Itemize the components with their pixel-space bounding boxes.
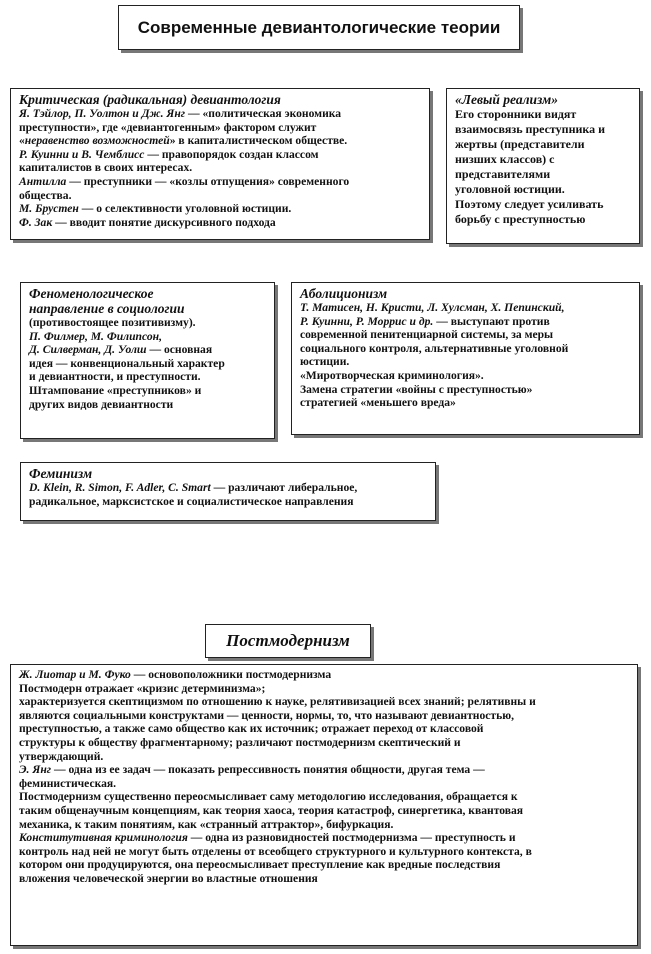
feminism-line-2: радикальное, марксистское и социалистическое направления — [29, 494, 354, 508]
feminism-heading: Феминизм — [29, 466, 93, 481]
feminism-box — [20, 462, 436, 521]
feminism-line-1: D. Klein, R. Simon, F. Adler, C. Smart — различают либеральное, — [29, 481, 358, 494]
postmodernism-line-13: Конститутивная криминология — одна из разновидностей постмодернизма — преступность и — [19, 831, 516, 845]
postmodernism-line-12: механика, к таким понятиям, как «странный аттрактор», бифуркация. — [19, 817, 394, 831]
critical-line-1: Я. Тэйлор, П. Уолтон и Дж. Янг — «политическая экономика — [19, 107, 342, 120]
left-realism-line: жертвы (представители — [455, 137, 585, 151]
phenomenology-heading-2: направление в социологии — [29, 301, 185, 316]
abolitionism-line-2: Р. Куинни, Р. Моррис и др. — выступают против — [300, 314, 550, 328]
critical-line-6: Антилла — преступники — «козлы отпущения» современного — [19, 174, 350, 188]
phenomenology-line-1: (противостоящее позитивизму). — [29, 316, 196, 329]
postmodernism-line-1: Ж. Лиотар и М. Фуко — основоположники постмодернизма — [19, 668, 332, 681]
left-realism-line: низших классов) с — [455, 152, 555, 166]
left-realism-line: взаимосвязь преступника и — [455, 122, 606, 136]
phenomenology-line-5: и девиантности, и преступности. — [29, 370, 201, 384]
postmodernism-line-8: Э. Янг — одна из ее задач — показать репрессивность понятия общности, другая тема — — [19, 763, 485, 777]
postmodernism-line-15: котором они продуцируются, она переосмысливает преступление как вредные последствия — [19, 858, 501, 872]
left-realism-line: Его сторонники видят — [455, 107, 577, 121]
postmodernism-line-11: таким общенаучным концепциям, как теория хаоса, теория катастроф, синергетика, квантовая — [19, 803, 524, 817]
abolitionism-line-1: Т. Матисен, Н. Кристи, Л. Хулсман, Х. Пепинский, — [300, 301, 565, 314]
critical-line-8: М. Брустен — о селективности уголовной юстиции. — [19, 202, 292, 216]
phenomenology-heading-1: Феноменологическое — [29, 286, 154, 301]
phenomenology-line-4: идея — конвенциональный характер — [29, 356, 225, 370]
critical-deviantology-box — [10, 88, 430, 240]
abolitionism-line-3: современной пенитенциарной системы, за меры — [300, 328, 554, 342]
left-realism-line: уголовной юстиции. — [455, 182, 565, 196]
phenomenology-box — [20, 282, 275, 439]
postmodernism-title-box — [205, 624, 371, 658]
critical-line-7: общества. — [19, 188, 72, 202]
critical-line-9: Ф. Зак — вводит понятие дискурсивного подхода — [19, 215, 276, 229]
abolitionism-line-7: Замена стратегии «войны с преступностью» — [300, 382, 533, 396]
critical-line-5: капиталистов в своих интересах. — [19, 161, 193, 175]
left-realism-line: представителями — [455, 167, 551, 181]
left-realism-box — [446, 88, 640, 244]
abolitionism-line-8: стратегией «меньшего вреда» — [300, 396, 456, 410]
postmodernism-line-4: являются социальными конструктами — ценности, нормы, то, что называют девиантностью, — [19, 708, 515, 722]
postmodernism-line-14: контроль над ней не могут быть отделены от всеобщего структурного и культурного контекста, в — [19, 844, 532, 858]
critical-line-2: преступности», где «девиантогенным» фактором служит — [19, 120, 317, 134]
main-title-text: Современные девиантологические теории — [137, 17, 501, 37]
phenomenology-line-3: Д. Силверман, Д. Уолш — основная — [29, 343, 213, 357]
main-title — [118, 5, 520, 50]
left-realism-line: Поэтому следует усиливать — [455, 197, 604, 211]
postmodernism-line-5: преступностью, а также само общество как их источник; отражает переход от классовой — [19, 722, 484, 736]
phenomenology-line-2: П. Филмер, М. Филипсон, — [29, 329, 162, 343]
phenomenology-line-7: других видов девиантности — [29, 397, 174, 411]
abolitionism-line-4: социального контроля, альтернативные уголовной — [300, 341, 569, 355]
left-realism-line: борьбу с преступностью — [455, 212, 586, 226]
postmodernism-line-6: структуры к обществу фрагментарному; различают постмодернизм скептический и — [19, 735, 461, 749]
postmodernism-heading: Постмодернизм — [226, 631, 350, 651]
critical-line-3: «неравенство возможностей» в капиталистическом обществе. — [19, 134, 348, 148]
abolitionism-heading: Аболиционизм — [300, 286, 388, 301]
postmodernism-box — [10, 664, 638, 946]
postmodernism-line-7: утверждающий. — [19, 749, 104, 763]
postmodernism-line-10: Постмодернизм существенно переосмысливает саму методологию исследования, обращается к — [19, 790, 518, 804]
phenomenology-line-6: Штампование «преступников» и — [29, 383, 202, 397]
postmodernism-line-3: характеризуется скептицизмом по отношению к науке, релятивизацией всех знаний; релятивны и — [19, 695, 536, 709]
left-realism-heading: «Левый реализм» — [455, 92, 558, 107]
postmodernism-line-2: Постмодерн отражает «кризис детерминизма»; — [19, 681, 266, 695]
postmodernism-line-16: вложения человеческой энергии во властные отношения — [19, 871, 318, 885]
critical-heading: Критическая (радикальная) девиантология — [19, 92, 281, 107]
critical-line-4: Р. Куинни и В. Чемблисс — правопорядок создан классом — [19, 147, 319, 161]
abolitionism-line-5: юстиции. — [300, 355, 350, 369]
abolitionism-line-6: «Миротворческая криминология». — [300, 368, 484, 382]
postmodernism-line-9: феминистическая. — [19, 776, 117, 790]
abolitionism-box — [291, 282, 640, 435]
